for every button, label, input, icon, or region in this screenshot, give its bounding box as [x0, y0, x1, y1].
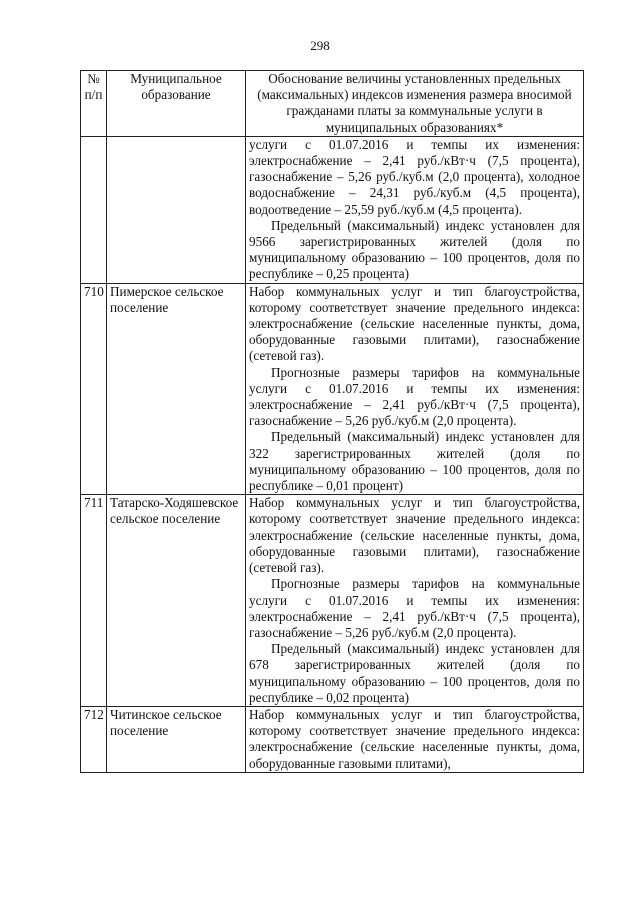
row-municipality: Читинское сельское поселение: [107, 706, 246, 772]
row-number: 712: [81, 706, 107, 772]
justification-paragraph: Прогнозные размеры тарифов на коммунальные услуги с 01.07.2016 и темпы их изменения: электроснабжение – 2,41 руб./кВт·ч (7,5 процента), газоснабжение – 5,26 руб./куб.м (2,0 процента).: [249, 364, 580, 429]
table-row: [81, 136, 584, 283]
justification-paragraph: Предельный (максимальный) индекс установлен для 9566 зарегистрированных жителей (доля по муниципальному образованию – 100 процентов, доля по республике – 0,25 процента): [249, 217, 580, 282]
justification-paragraph: услуги с 01.07.2016 и темпы их изменения: электроснабжение – 2,41 руб./кВт·ч (7,5 процента), газоснабжение – 5,26 руб./куб.м (2,0 процента), холодное водоснабжение – 24,31 руб./куб.м (4,5 процента), водоотведение – 25,59 руб./куб.м (4,5 процента).: [249, 136, 580, 217]
justification-paragraph: Набор коммунальных услуг и тип благоустройства, которому соответствует значение предельного индекса: электроснабжение (сельские населенные пункты, дома, оборудованные газовыми плитами), газоснабжение (сетевой газ).: [249, 283, 580, 364]
header-municipality: [107, 71, 246, 137]
row-justification: [246, 283, 584, 495]
row-number: 710: [81, 283, 107, 495]
header-municipality-line: Муниципальное: [130, 71, 222, 86]
row-number: 711: [81, 495, 107, 707]
header-number-line: №: [87, 71, 100, 86]
row-municipality: Пимерское сельское поселение: [107, 283, 246, 495]
page-number: 298: [310, 38, 330, 53]
header-justification: Обоснование величины установленных предельных (максимальных) индексов изменения размера вносимой гражданами платы за коммунальные услуги в муниципальных образованиях*: [246, 71, 584, 137]
table-row: [81, 283, 584, 495]
justification-paragraph: Предельный (максимальный) индекс установлен для 678 зарегистрированных жителей (доля по муниципальному образованию – 100 процентов, доля по республике – 0,02 процента): [249, 641, 580, 705]
row-justification: [246, 706, 584, 772]
table-row: [81, 495, 584, 707]
row-municipality: Татарско-Ходяшевское сельское поселение: [107, 495, 246, 707]
table-body: [81, 136, 584, 772]
header-number-line: п/п: [84, 87, 103, 103]
row-number: [81, 136, 107, 283]
justification-paragraph: Набор коммунальных услуг и тип благоустройства, которому соответствует значение предельного индекса: электроснабжение (сельские населенные пункты, дома, оборудованные газовыми плитами),: [249, 706, 580, 771]
justification-paragraph: Набор коммунальных услуг и тип благоустройства, которому соответствует значение предельного индекса: электроснабжение (сельские населенные пункты, дома, оборудованные газовыми плитами), газоснабжение (сетевой газ).: [249, 495, 580, 576]
justification-paragraph: Предельный (максимальный) индекс установлен для 322 зарегистрированных жителей (доля по муниципальному образованию – 100 процентов, доля по республике – 0,01 процент): [249, 429, 580, 494]
row-municipality: [107, 136, 246, 283]
header-number: [81, 71, 107, 137]
justification-paragraph: Прогнозные размеры тарифов на коммунальные услуги с 01.07.2016 и темпы их изменения: электроснабжение – 2,41 руб./кВт·ч (7,5 процента), газоснабжение – 5,26 руб./куб.м (2,0 процента).: [249, 576, 580, 640]
table-row: [81, 706, 584, 772]
table-header-row: [81, 71, 584, 137]
header-municipality-line: образование: [141, 87, 211, 103]
row-justification: [246, 136, 584, 283]
municipal-index-table: [80, 70, 584, 773]
row-justification: [246, 495, 584, 707]
